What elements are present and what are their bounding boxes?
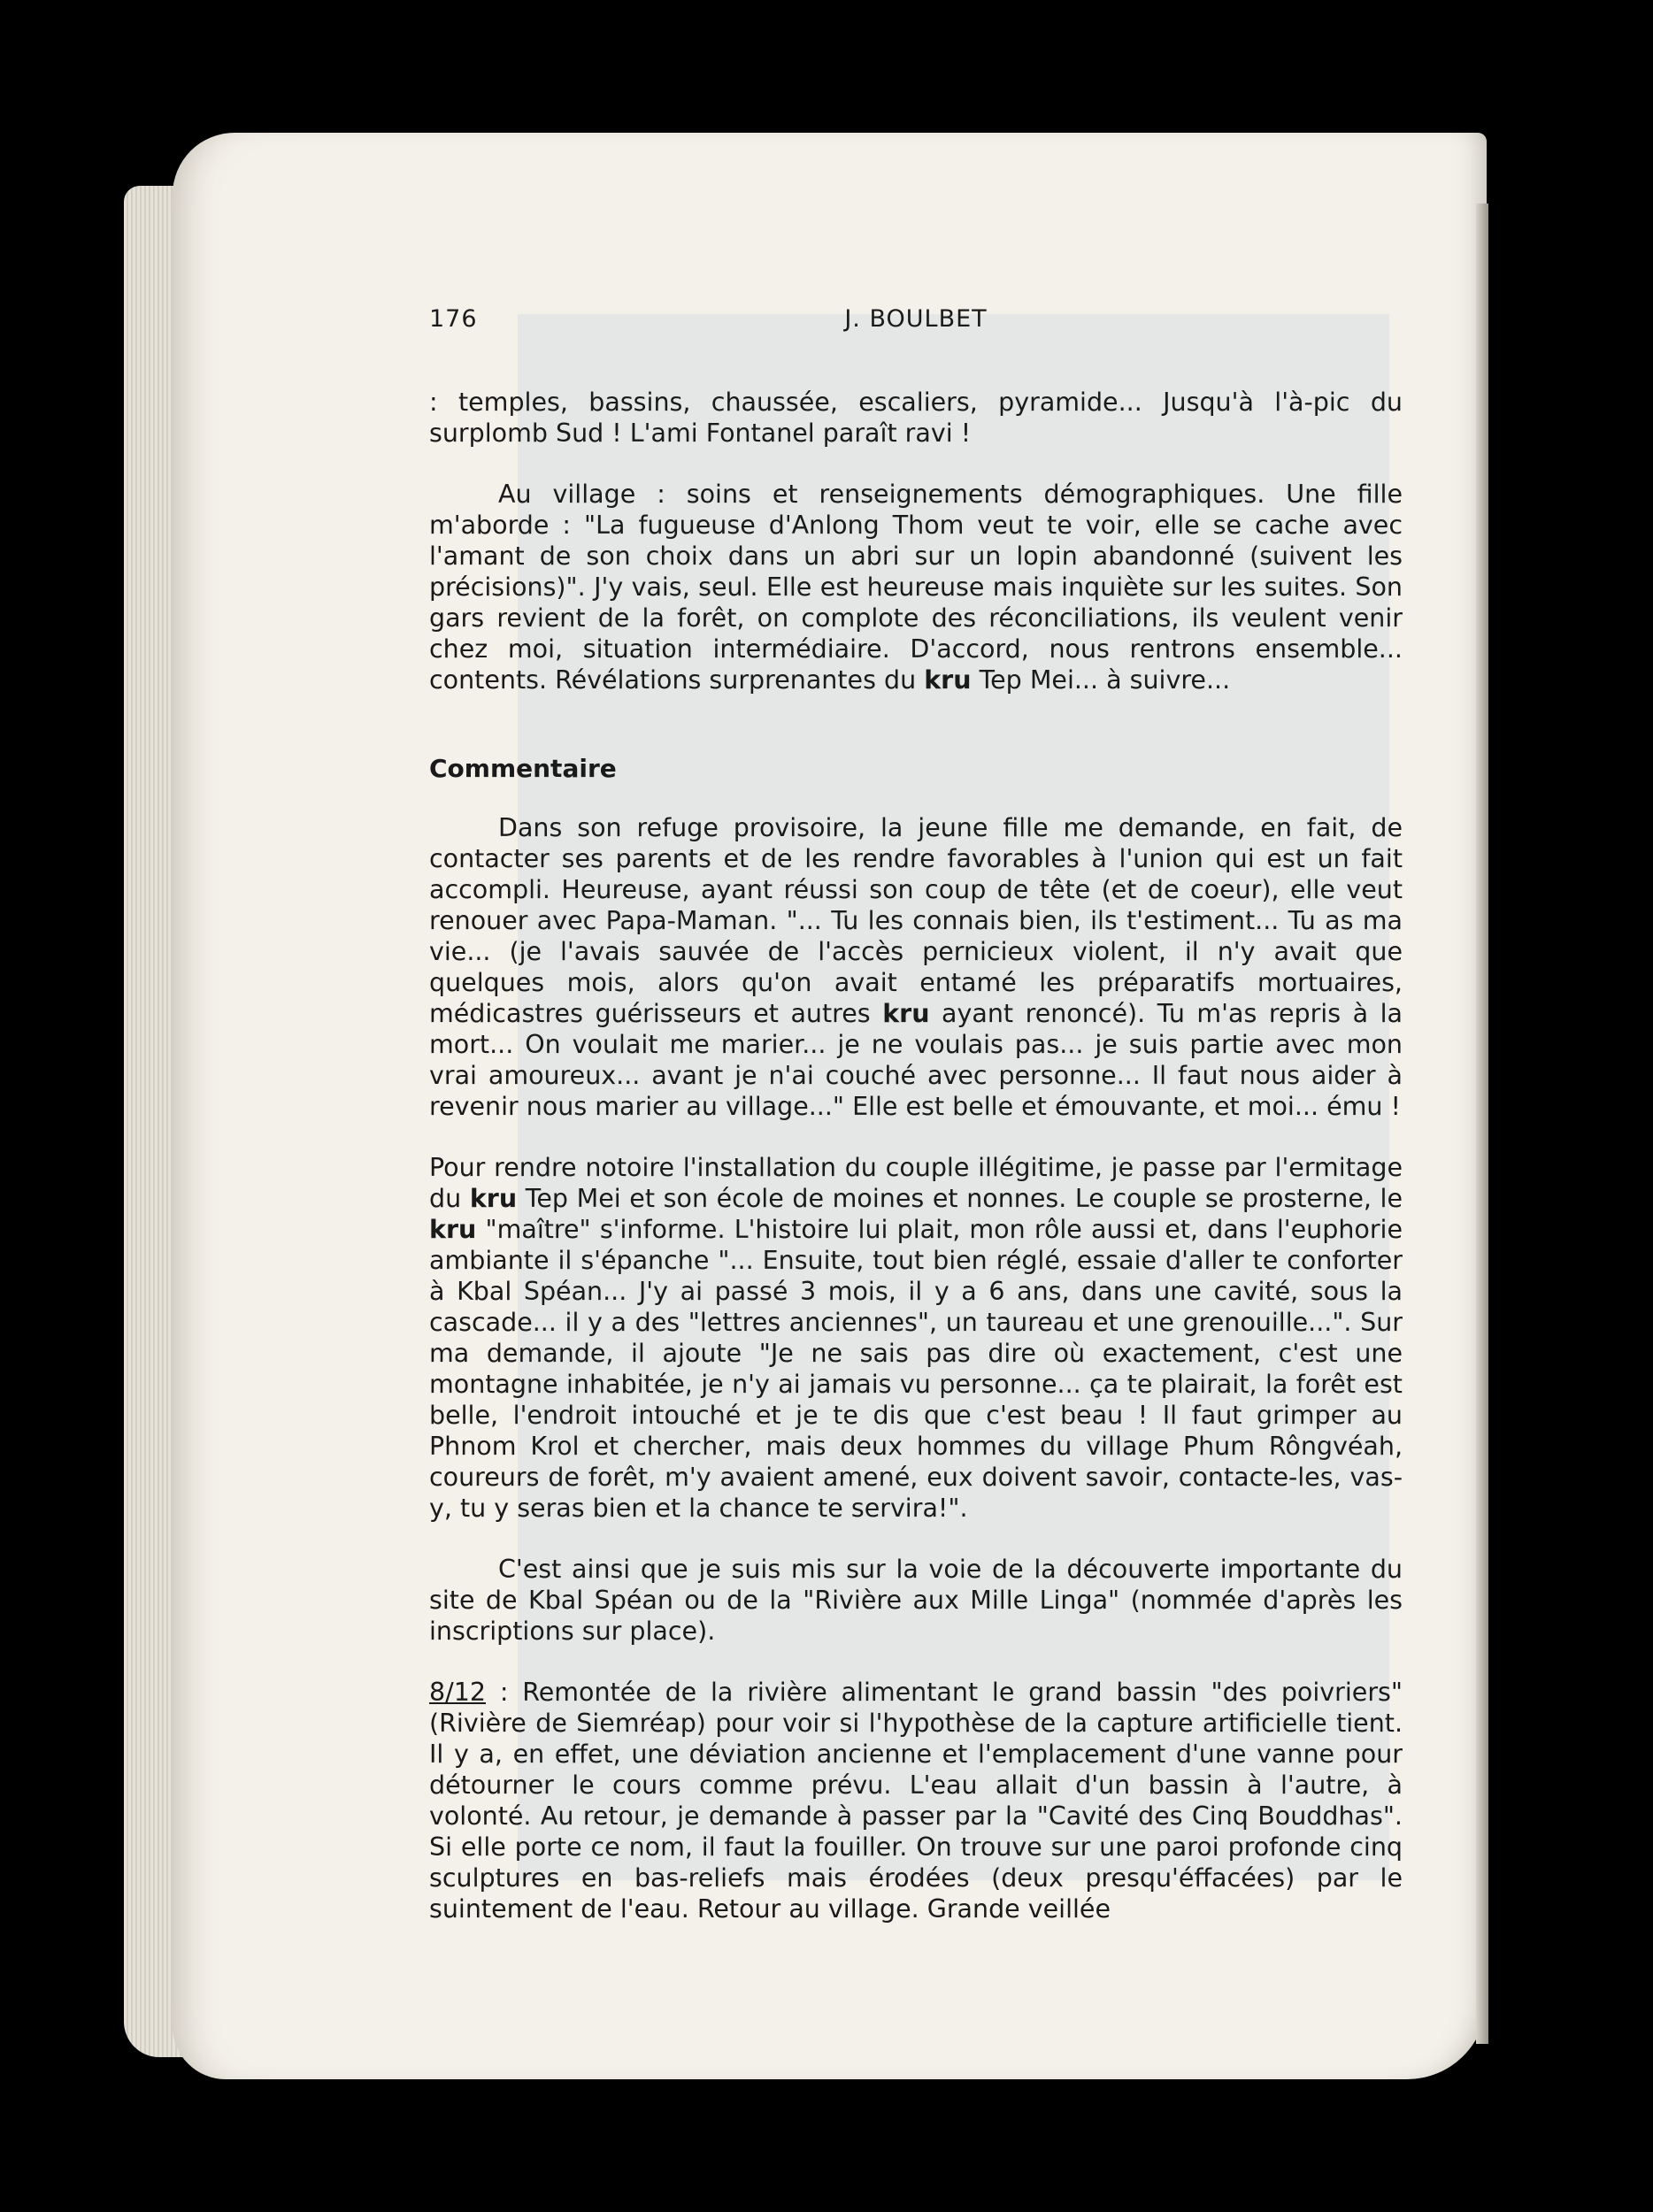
- page-content: [429, 305, 1403, 1924]
- page-number: 176: [429, 305, 478, 333]
- date-reference: 8/12: [429, 1678, 486, 1707]
- paragraph-5: C'est ainsi que je suis mis sur la voie de la découverte importante du site de Kbal Spéan ou de la "Rivière aux Mille Linga" (nommée d'après les inscriptions sur place).: [429, 1555, 1403, 1646]
- running-head: [429, 305, 1403, 341]
- paragraph-3: Dans son refuge provisoire, la jeune fille me demande, en fait, de contacter ses parents et de les rendre favorables à l'union qui est un fait accompli. Heureuse, ayant réussi son coup de tête (et de coeur), elle veut renouer avec Papa-Maman. "... Tu les connais bien, ils t'estiment... Tu as ma vie... (je l'avais sauvée de l'accès pernicieux violent, il n'y avait que quelques mois, alors qu'on avait entamé les préparatifs mortuaires, médicastres guérisseurs et autres kru ayant renoncé). Tu m'as repris à la mort... On voulait me marier... je ne voulais pas... je suis partie avec mon vrai amoureux... avant je n'ai couché avec personne... Il faut nous aider à revenir nous marier au village..." Elle est belle et émouvante, et moi... ému !: [429, 813, 1403, 1121]
- paragraph-1: : temples, bassins, chaussée, escaliers, pyramide... Jusqu'à l'à-pic du surplomb Sud ! L'ami Fontanel paraît ravi !: [429, 388, 1403, 448]
- term-kru: kru: [924, 665, 972, 695]
- term-kru: kru: [429, 1215, 477, 1244]
- running-title: J. BOULBET: [844, 305, 988, 333]
- section-heading: Commentaire: [429, 754, 617, 783]
- paragraph-6: 8/12 : Remontée de la rivière alimentant le grand bassin "des poivriers" (Rivière de Siemréap) pour voir si l'hypothèse de la capture artificielle tient. Il y a, en effet, une déviation ancienne et l'emplacement d'une vanne pour détourner le cours comme prévu. L'eau allait d'un bassin à l'autre, à volonté. Au retour, je demande à passer par la "Cavité des Cinq Bouddhas". Si elle porte ce nom, il faut la fouiller. On trouve sur une paroi profonde cinq sculptures en bas-reliefs mais érodées (deux presqu'éffacées) par le suintement de l'eau. Retour au village. Grande veillée: [429, 1678, 1403, 1924]
- book-spine-shadow: [1476, 204, 1488, 2044]
- paragraph-2: Au village : soins et renseignements démographiques. Une fille m'aborde : "La fugueuse d'Anlong Thom veut te voir, elle se cache avec l'amant de son choix dans un abri sur un lopin abandonné (suivent les précisions)". J'y vais, seul. Elle est heureuse mais inquiète sur les suites. Son gars revient de la forêt, on complote des réconciliations, ils veulent venir chez moi, situation intermédiaire. D'accord, nous rentrons ensemble... contents. Révélations surprenantes du kru Tep Mei... à suivre...: [429, 480, 1403, 695]
- term-kru: kru: [882, 999, 930, 1028]
- term-kru: kru: [469, 1184, 518, 1213]
- paragraph-4: Pour rendre notoire l'installation du couple illégitime, je passe par l'ermitage du kru Tep Mei et son école de moines et nonnes. Le couple se prosterne, le kru "maître" s'informe. L'histoire lui plait, mon rôle aussi et, dans l'euphorie ambiante il s'épanche "... Ensuite, tout bien réglé, essaie d'aller te conforter à Kbal Spéan... J'y ai passé 3 mois, il y a 6 ans, dans une cavité, sous la cascade... il y a des "lettres anciennes", un taureau et une grenouille...". Sur ma demande, il ajoute "Je ne sais pas dire où exactement, c'est une montagne inhabitée, je n'y ai jamais vu personne... ça te plairait, la forêt est belle, l'endroit intouché et je te dis que c'est beau ! Il faut grimper au Phnom Krol et chercher, mais deux hommes du village Phum Rôngvéah, coureurs de forêt, m'y avaient amené, eux doivent savoir, contacte-les, vas-y, tu y seras bien et la chance te servira!".: [429, 1153, 1403, 1523]
